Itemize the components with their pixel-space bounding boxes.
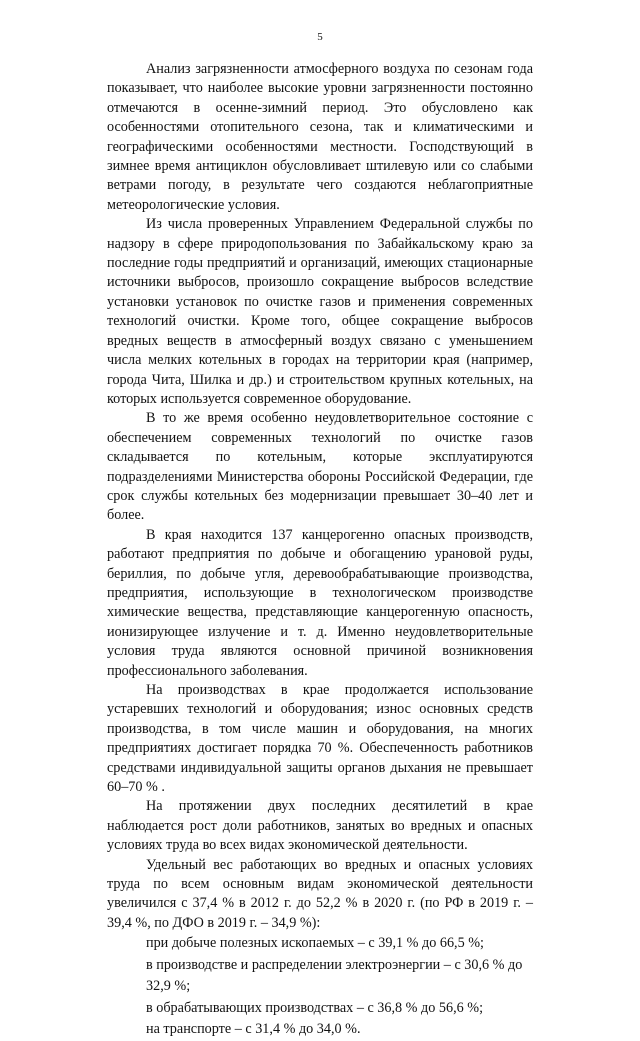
paragraph-hazardous-share: Удельный вес работающих во вредных и опасных условиях труда по всем основным видам экономической деятельности увеличился с 37,4 % в 2012 г. до 52,2 % в 2020 г. (по РФ в 2019 г. – 39,4 %, по ДФО в 2019 г. – 34,9 %): — [107, 856, 533, 931]
list-item-mining: при добыче полезных ископаемых – с 39,1 % до 66,5 %; — [146, 935, 484, 952]
document-body — [107, 60, 533, 1041]
list-item-transport: на транспорте – с 31,4 % до 34,0 %. — [146, 1021, 361, 1038]
paragraph-hazardous-workers-growth: На протяжении двух последних десятилетий в крае наблюдается рост доли работников, занятых во вредных и опасных условиях труда во всех видах экономической деятельности. — [107, 798, 533, 854]
list-item-electricity: в производстве и распределении электроэнергии – с 30,6 % до 32,9 %; — [146, 956, 523, 995]
paragraph-emission-reduction: Из числа проверенных Управлением Федеральной службы по надзору в сфере природопользования по Забайкальскому краю за последние годы предприятий и организаций, имеющих стационарные источники выбросов, произошло сокращение выбросов вследствие установки установок по очистке газов и применения современных технологий очистки. Кроме того, общее сокращение выбросов вредных веществ в атмосферный воздух связано с уменьшением числа мелких котельных в городах на территории края (например, города Чита, Шилка и др.) и строительством крупных котельных, на которых используется современное оборудование. — [107, 216, 533, 407]
paragraph-carcinogenic-production: В края находится 137 канцерогенно опасных производств, работают предприятия по добыче и обогащению урановой руды, бериллия, по добыче угля, деревообрабатывающие производства, предприятия, использующие в технологическом производстве химические вещества, представляющие канцерогенную опасность, ионизирующее излучение и т. д. Именно неудовлетворительные условия труда являются основной причиной возникновения профессионального заболевания. — [107, 526, 533, 679]
list-item-manufacturing: в обрабатывающих производствах – с 36,8 % до 56,6 %; — [146, 999, 484, 1016]
paragraph-seasonal-pollution: Анализ загрязненности атмосферного воздуха по сезонам года показывает, что наиболее высокие уровни загрязненности постоянно отмечаются в осенне-зимний период. Это обусловлено как особенностями отопительного сезона, так и климатическими и географическими особенностями местности. Господствующий в зимнее время антициклон обусловливает штилевую или со слабыми ветрами погоду, в результате чего создаются неблагоприятные метеорологические условия. — [107, 61, 533, 213]
page-number: 5 — [317, 31, 323, 43]
paragraph-outdated-technology: На производствах в крае продолжается использование устаревших технологий и оборудования; износ основных средств производства, в том числе машин и оборудования, на многих предприятиях достигает порядка 70 %. Обеспеченность работников средствами индивидуальной защиты органов дыхания не превышает 60–70 % . — [107, 682, 533, 796]
paragraph-military-boilers: В то же время особенно неудовлетворительное состояние с обеспечением современных технологий по очистке газов складывается по котельным, которые эксплуатируются подразделениями Министерства обороны Российской Федерации, где срок службы котельных без модернизации превышает 30–40 лет и более. — [107, 410, 533, 524]
